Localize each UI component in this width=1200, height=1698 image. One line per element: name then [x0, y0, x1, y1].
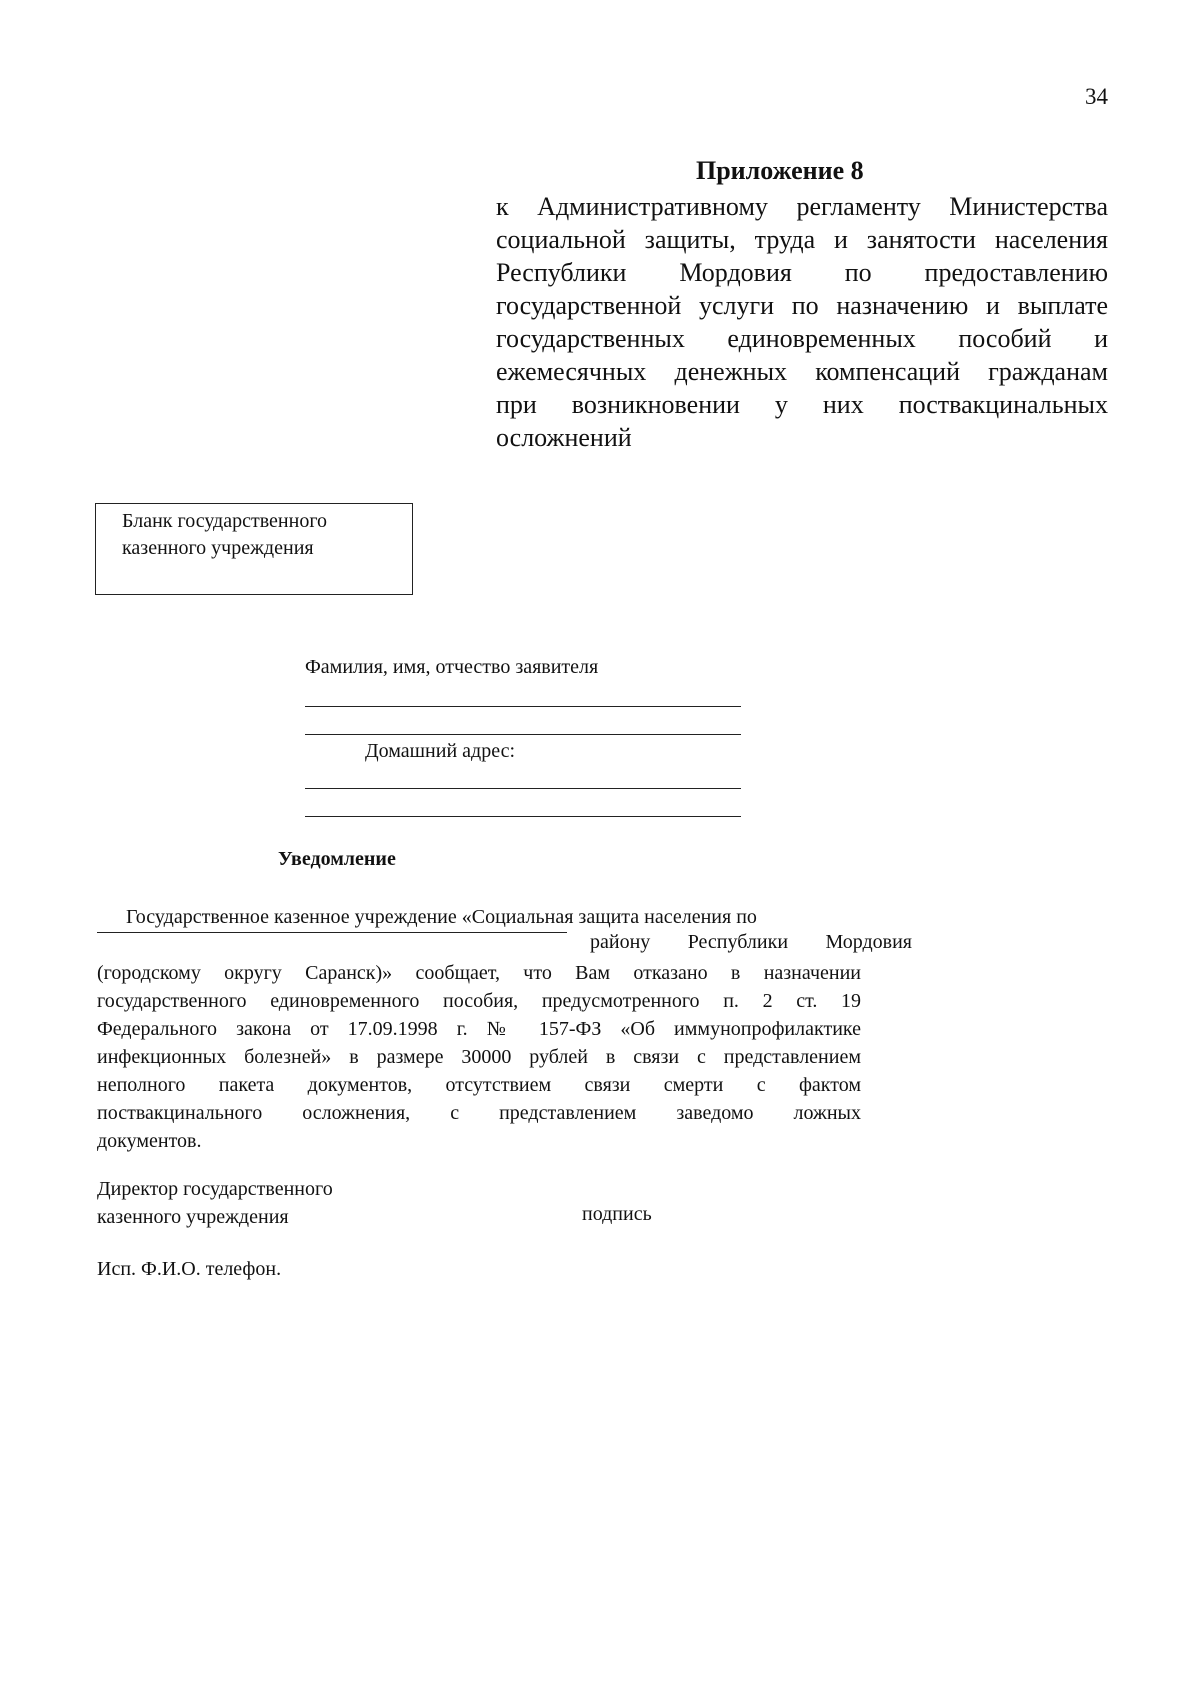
notice-line: инфекционных болезней» в размере 30000 рублей в связи с представлением: [97, 1046, 861, 1068]
letterhead-line: казенного учреждения: [122, 537, 314, 559]
signature-label: подпись: [582, 1203, 652, 1225]
appendix-line: социальной защиты, труда и занятости населения: [496, 225, 1108, 254]
position-line: Директор государственного: [97, 1178, 333, 1200]
appendix-title: Приложение 8: [696, 156, 864, 185]
appendix-text: [496, 190, 1108, 454]
notice-line: государственного единовременного пособия, предусмотренного п. 2 ст. 19: [97, 990, 861, 1012]
appendix-line: к Административному регламенту Министерства: [496, 192, 1108, 221]
notice-district-text: району Республики Мордовия: [590, 931, 912, 953]
notice-line: поствакцинального осложнения, с представлением заведомо ложных: [97, 1102, 861, 1124]
notice-last-line: документов.: [97, 1130, 202, 1152]
home-address-label: Домашний адрес:: [365, 740, 516, 762]
notice-line: неполного пакета документов, отсутствием связи смерти с фактом: [97, 1074, 861, 1096]
appendix-line: при возникновении у них поствакцинальных: [496, 390, 1108, 419]
institution-letterhead-box: [95, 503, 413, 595]
appendix-line: ежемесячных денежных компенсаций гражданам: [496, 357, 1108, 386]
appendix-line: осложнений: [496, 423, 632, 452]
home-address-line: [305, 816, 741, 817]
appendix-line: государственной услуги по назначению и выплате: [496, 291, 1108, 320]
signature-position: [97, 1175, 333, 1231]
appendix-line: государственных единовременных пособий и: [496, 324, 1108, 353]
page-number: 34: [1085, 84, 1108, 109]
notice-title: Уведомление: [278, 848, 396, 870]
notice-body: [97, 959, 861, 1155]
district-fill-line: [97, 932, 567, 933]
letterhead-line: Бланк государственного: [122, 510, 328, 532]
position-line: казенного учреждения: [97, 1206, 289, 1228]
home-address-line: [305, 788, 741, 789]
notice-opening-line: Государственное казенное учреждение «Социальная защита населения по: [126, 906, 757, 928]
applicant-name-line: [305, 706, 741, 707]
notice-line: Федерального закона от 17.09.1998 г. № 157-ФЗ «Об иммунопрофилактике: [97, 1018, 861, 1040]
appendix-line: Республики Мордовия по предоставлению: [496, 258, 1108, 287]
applicant-name-line: [305, 734, 741, 735]
notice-line: (городскому округу Саранск)» сообщает, что Вам отказано в назначении: [97, 962, 861, 984]
executor-info: Исп. Ф.И.О. телефон.: [97, 1258, 282, 1280]
applicant-name-label: Фамилия, имя, отчество заявителя: [305, 656, 599, 678]
